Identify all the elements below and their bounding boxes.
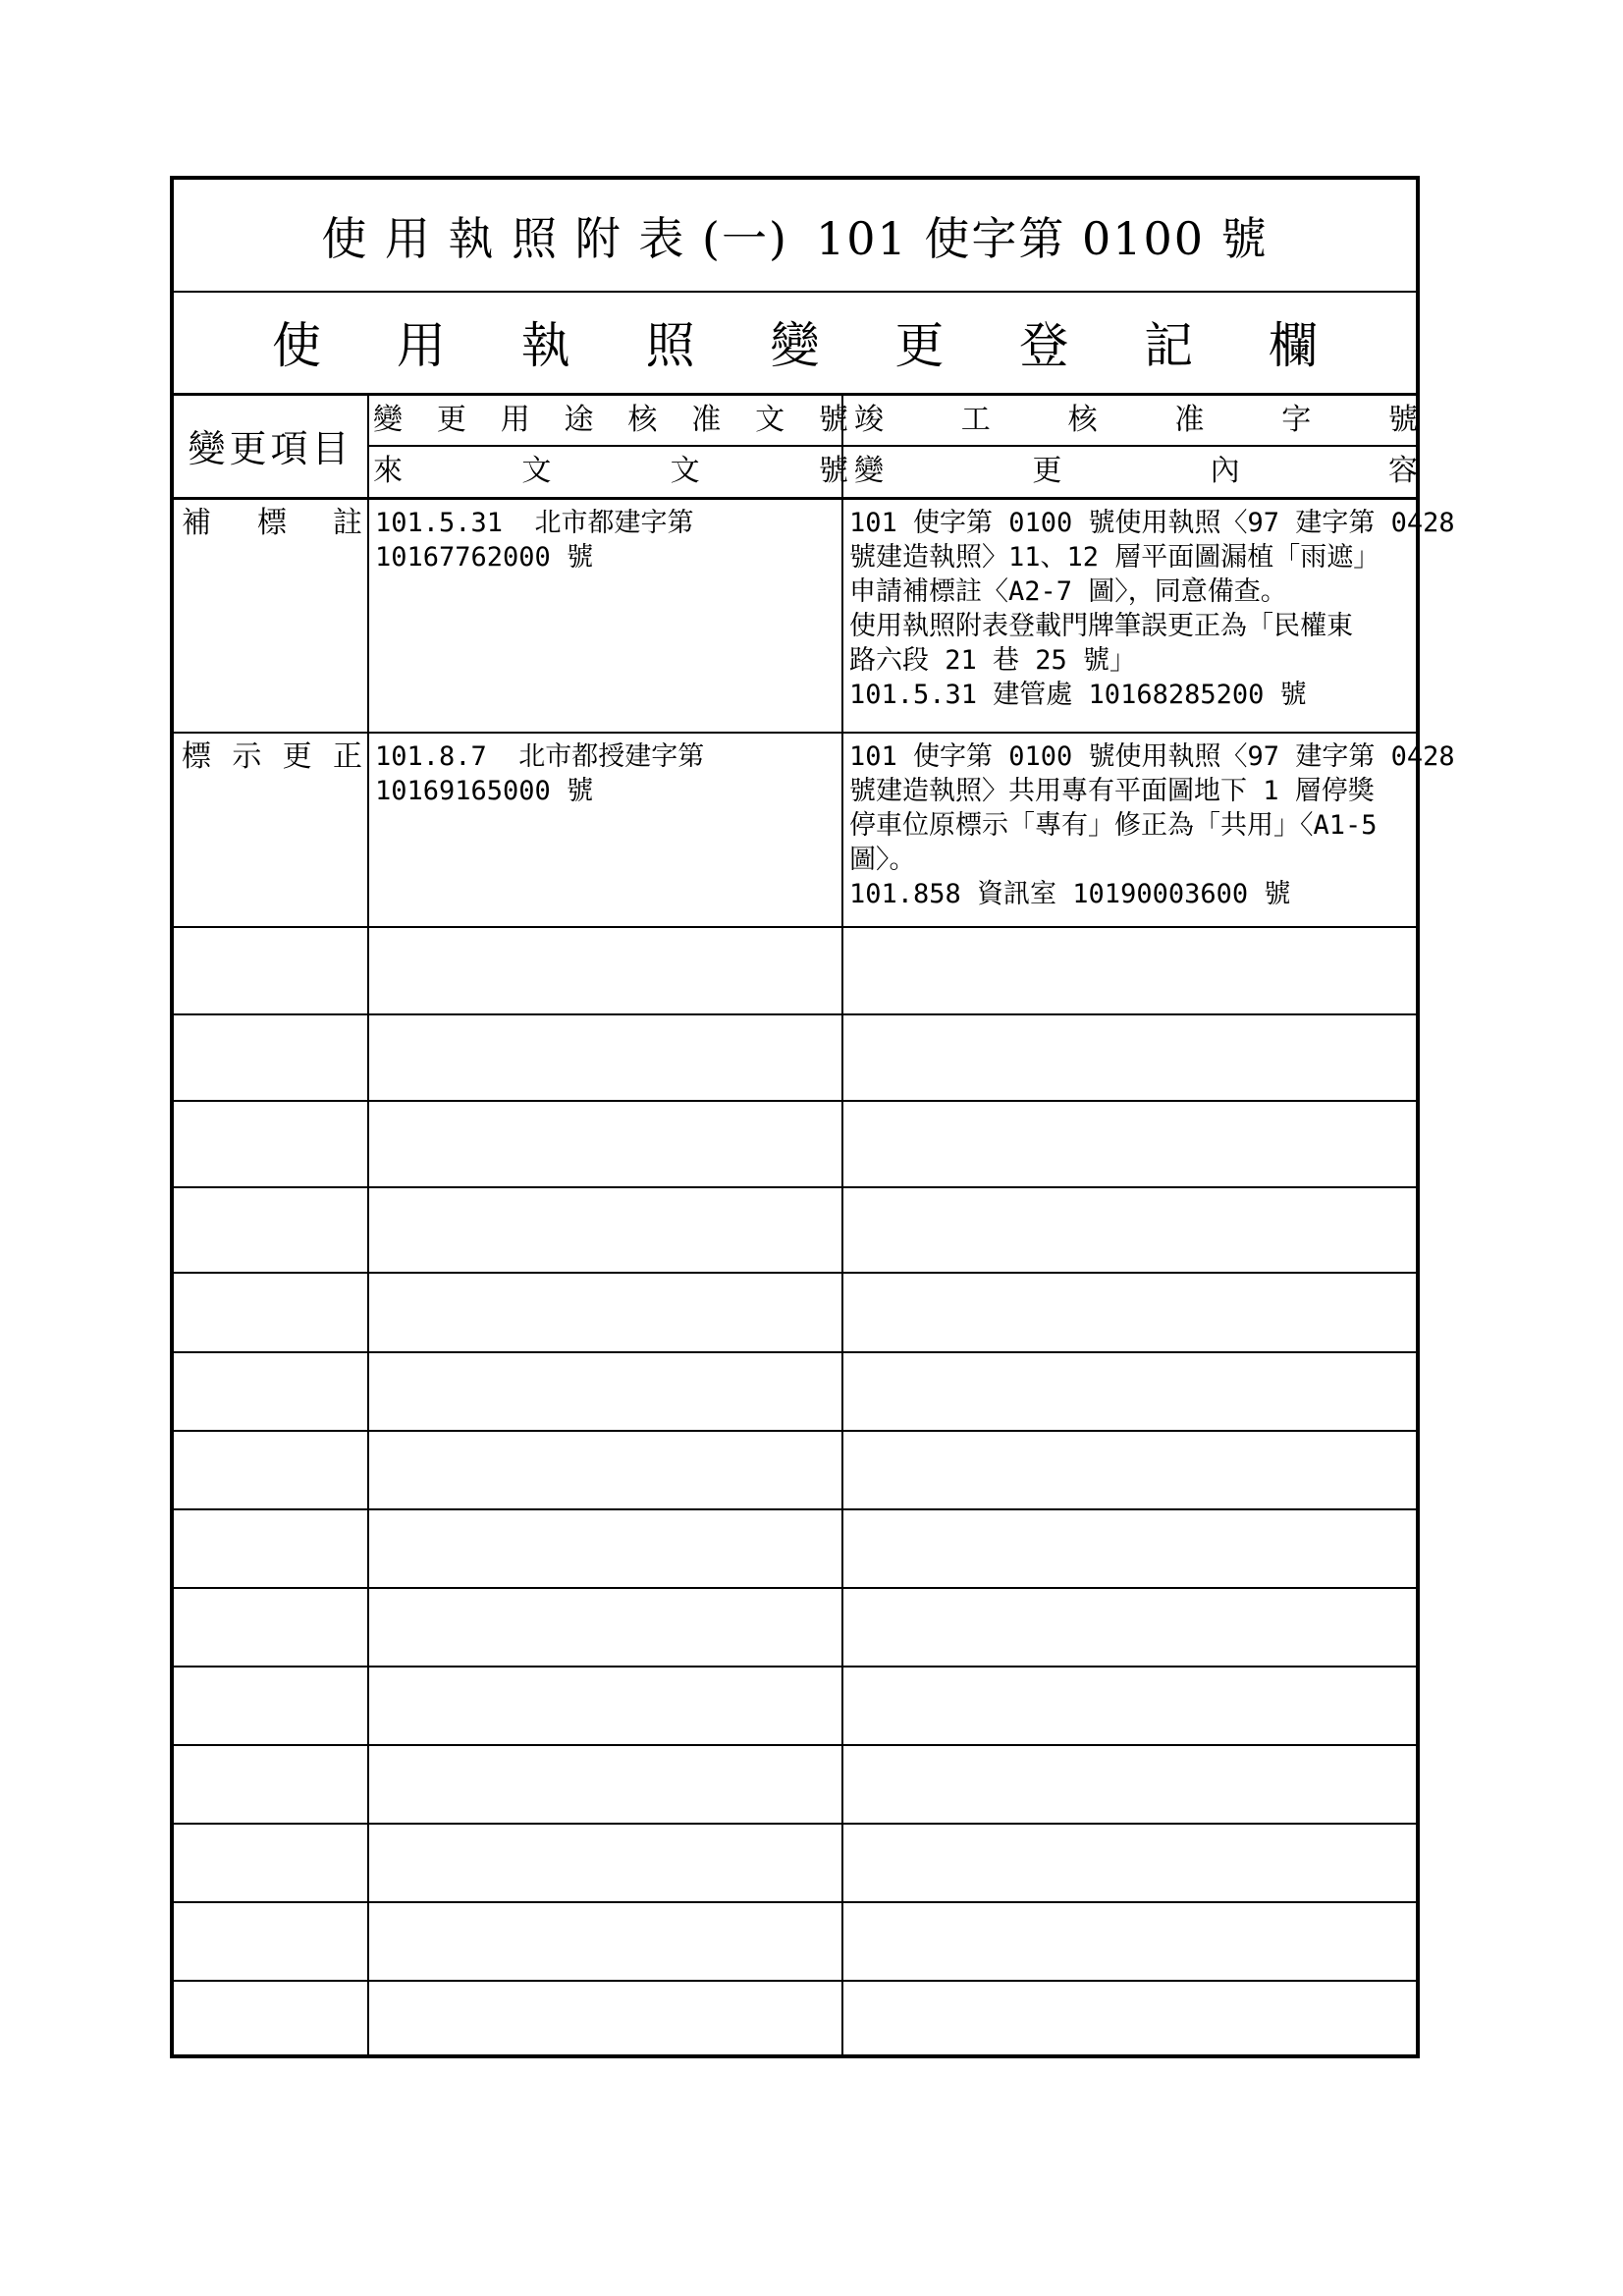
section-heading <box>174 291 1416 393</box>
text-line: 101.5.31 北市都建字第 <box>375 508 694 538</box>
header-approval-doc <box>373 398 848 443</box>
header-char: 核 <box>1067 403 1098 437</box>
row-item-label <box>182 738 362 777</box>
item-char: 標 <box>257 506 287 540</box>
column-divider <box>367 393 369 2054</box>
header-char: 更 <box>1032 454 1062 488</box>
divider <box>174 497 1416 500</box>
text-line: 號建造執照〉11、12 層平面圖漏植「雨遮」 <box>849 542 1380 573</box>
header-char: 號 <box>1387 403 1418 437</box>
heading-char: 變 <box>770 317 820 374</box>
divider <box>174 1508 1416 1510</box>
text-line: 路六段 21 巷 25 號」 <box>849 645 1137 676</box>
header-char: 來 <box>373 454 403 488</box>
divider <box>174 1901 1416 1903</box>
license-form <box>170 176 1455 2058</box>
header-char: 文 <box>755 403 785 437</box>
title-right: 101 使字第 0100 號 <box>815 211 1269 265</box>
row-change-content <box>849 506 1455 712</box>
divider <box>174 1744 1416 1746</box>
item-char: 標 <box>182 739 211 774</box>
header-char: 號 <box>818 403 848 437</box>
item-char: 示 <box>232 739 262 774</box>
text-line: 101.858 資訊室 10190003600 號 <box>849 879 1291 909</box>
header-char: 變 <box>854 454 884 488</box>
row-doc-number <box>375 506 844 574</box>
heading-char: 照 <box>645 317 695 374</box>
header-char: 文 <box>670 454 700 488</box>
text-line: 101 使字第 0100 號使用執照〈97 建字第 0428 <box>849 508 1455 538</box>
row-item-label <box>182 504 362 543</box>
text-line: 停車位原標示「專有」修正為「共用」〈A1-5 <box>849 810 1378 841</box>
item-char: 更 <box>282 739 312 774</box>
column-divider <box>841 393 843 2054</box>
divider <box>174 1272 1416 1274</box>
header-char: 准 <box>691 403 722 437</box>
text-line: 號建造執照〉共用專有平面圖地下 1 層停獎 <box>849 776 1375 806</box>
header-char: 文 <box>521 454 552 488</box>
header-char: 核 <box>627 403 658 437</box>
divider <box>174 1666 1416 1667</box>
header-char: 更 <box>436 403 466 437</box>
header-char: 途 <box>564 403 594 437</box>
text-line: 101.5.31 建管處 10168285200 號 <box>849 680 1307 710</box>
text-line: 10167762000 號 <box>375 542 594 573</box>
divider <box>174 1351 1416 1353</box>
heading-char: 使 <box>272 317 321 374</box>
divider <box>174 1587 1416 1589</box>
row-change-content <box>849 739 1455 911</box>
divider <box>174 1013 1416 1015</box>
title-left: 使 用 執 照 附 表 (一) <box>321 211 788 265</box>
header-char: 用 <box>500 403 530 437</box>
heading-char: 執 <box>520 317 570 374</box>
text-line: 圖〉。 <box>849 845 916 875</box>
heading-char: 登 <box>1019 317 1069 374</box>
header-char: 竣 <box>854 403 884 437</box>
divider <box>174 1823 1416 1825</box>
header-char: 容 <box>1387 454 1418 488</box>
divider <box>174 1980 1416 1982</box>
header-change-content <box>844 449 1418 494</box>
divider <box>174 1186 1416 1188</box>
item-char: 補 <box>182 506 211 540</box>
text-line: 101.8.7 北市都授建字第 <box>375 741 705 772</box>
heading-char: 記 <box>1144 317 1194 374</box>
heading-char: 欄 <box>1269 317 1318 374</box>
divider <box>174 1100 1416 1102</box>
header-incoming-doc <box>373 449 848 494</box>
header-char: 變 <box>373 403 403 437</box>
header-item-label: 變更項目 <box>188 426 353 470</box>
heading-char: 更 <box>894 317 945 374</box>
text-line: 使用執照附表登載門牌筆誤更正為「民權東 <box>849 611 1353 641</box>
divider <box>174 1430 1416 1432</box>
header-char: 字 <box>1281 403 1312 437</box>
text-line: 101 使字第 0100 號使用執照〈97 建字第 0428 <box>849 741 1455 772</box>
header-completion-number <box>844 398 1418 443</box>
header-char: 工 <box>960 403 991 437</box>
header-char: 號 <box>818 454 848 488</box>
divider <box>367 445 1416 447</box>
divider <box>174 732 1416 734</box>
header-char: 內 <box>1210 454 1240 488</box>
text-line: 申請補標註〈A2-7 圖〉，同意備查。 <box>849 576 1287 607</box>
row-doc-number <box>375 739 844 808</box>
text-line: 10169165000 號 <box>375 776 594 806</box>
divider <box>174 926 1416 928</box>
item-char: 正 <box>332 739 362 774</box>
page-title <box>174 180 1416 291</box>
heading-char: 用 <box>396 317 446 374</box>
item-char: 註 <box>333 506 362 540</box>
header-char: 准 <box>1174 403 1205 437</box>
